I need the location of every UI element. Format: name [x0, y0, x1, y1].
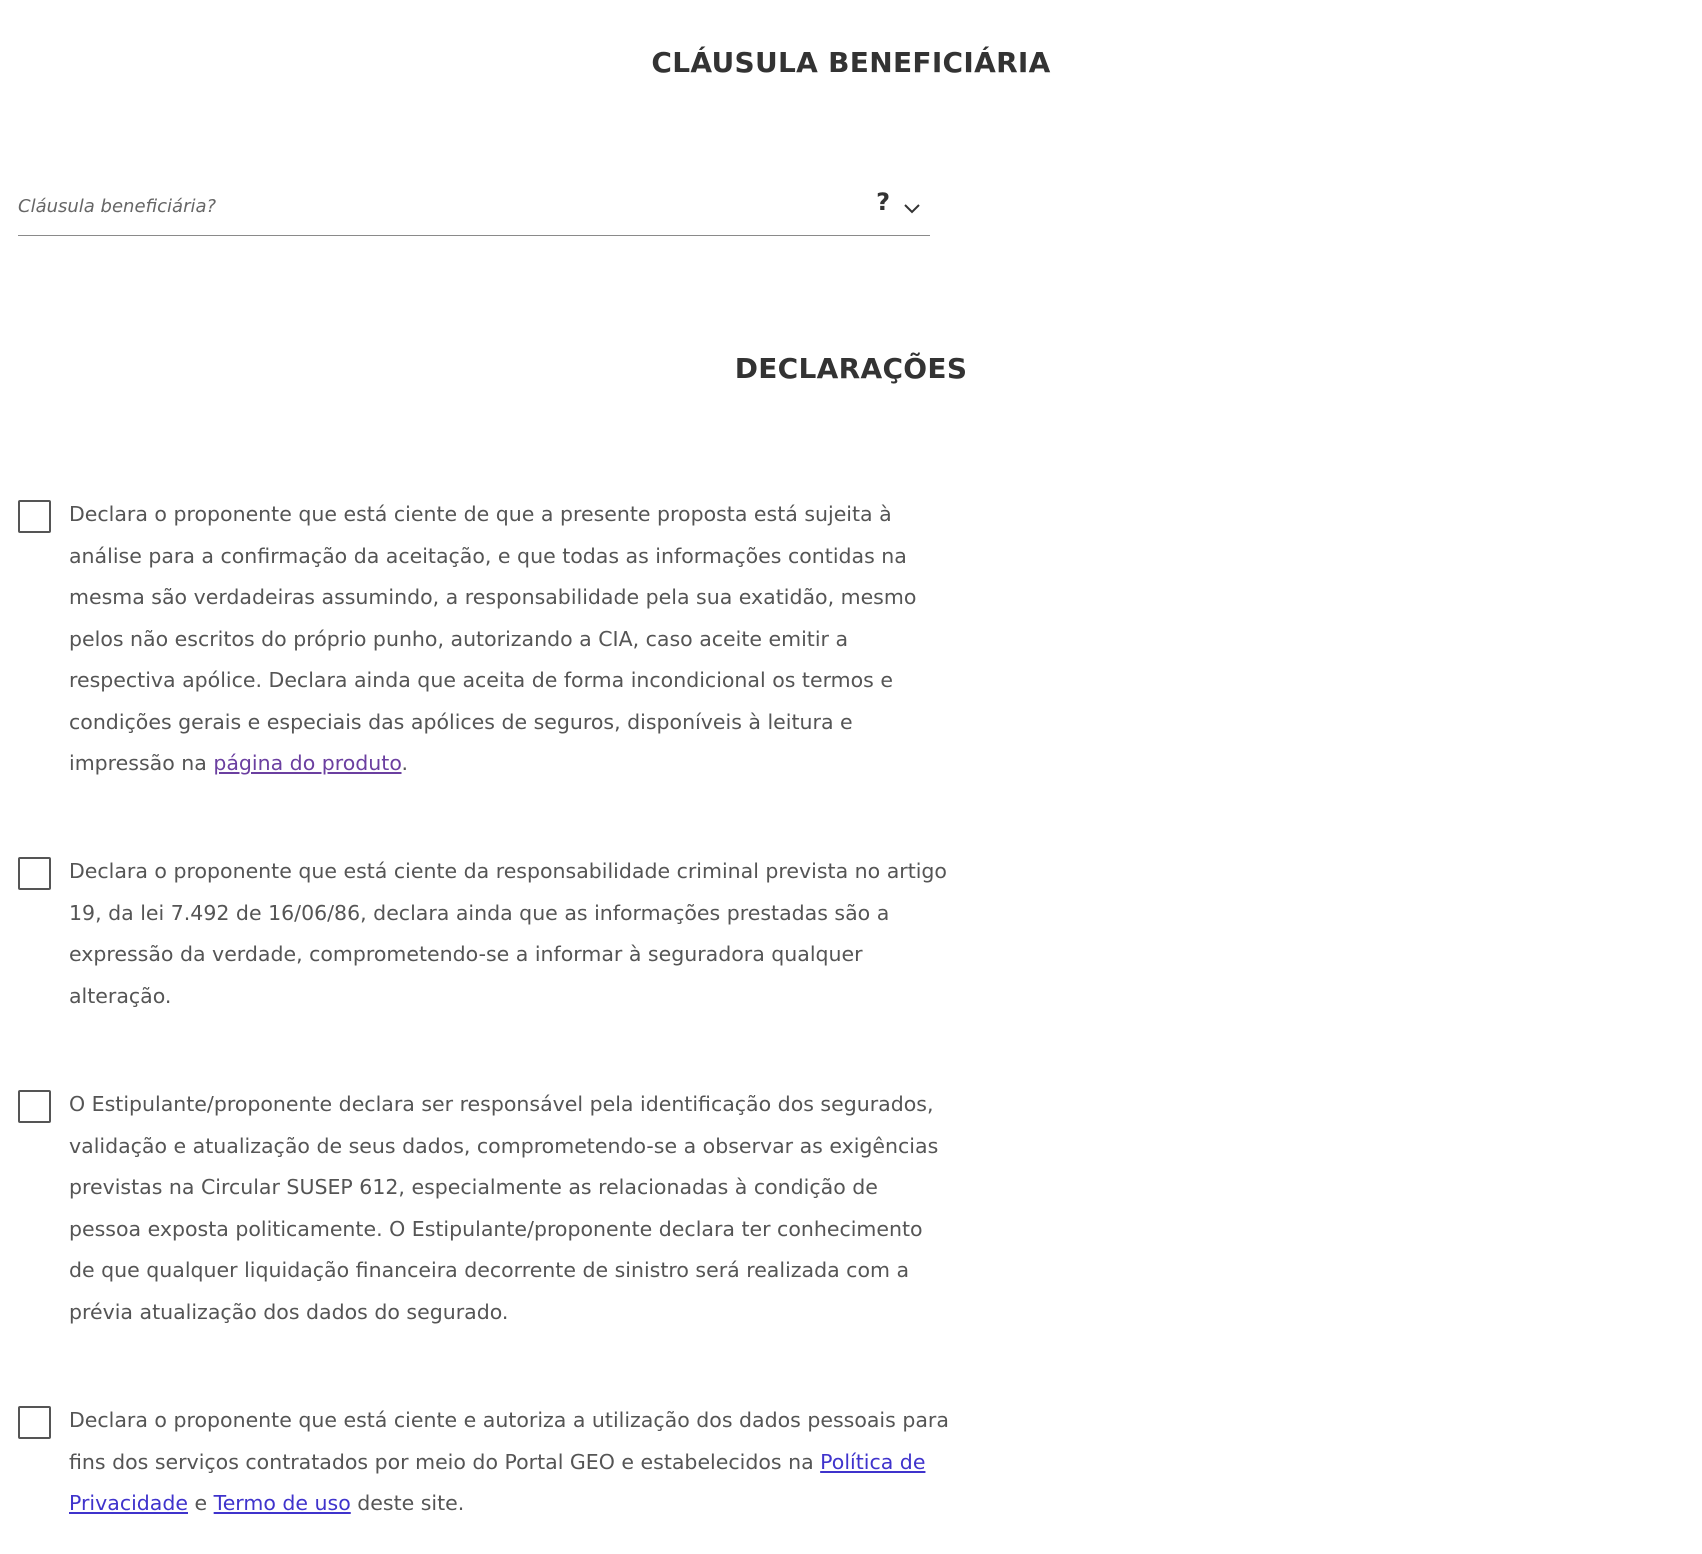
declaration-checkbox-1[interactable] [18, 500, 51, 533]
declaration-text-1 [69, 494, 949, 785]
declaration-text-4-end: deste site. [350, 1491, 465, 1515]
chevron-down-icon[interactable] [902, 198, 922, 218]
declaration-text-4-body: Declara o proponente que está ciente e autoriza a utilização dos dados pessoais para fins dos serviços contratados por meio do Portal GEO e estabelecidos na [69, 1408, 949, 1474]
declarations-title: DECLARAÇÕES [734, 352, 968, 385]
privacy-policy-link[interactable]: Política de Privacidade [69, 1449, 926, 1515]
declaration-text-4-middle: e [188, 1491, 214, 1515]
declaration-text-3: O Estipulante/proponente declara ser responsável pela identificação dos segurados, validação e atualização de seus dados, comprometendo-se a observar as exigências previstas na Circular SUSEP 612, especialmente as relacionadas à condição de pessoa exposta politicamente. O Estipulante/proponente declara ter conhecimento de que qualquer liquidação financeira decorrente de sinistro será realizada com a prévia atualização dos dados do segurado. [69, 1092, 939, 1324]
beneficiary-clause-placeholder: Cláusula beneficiária? [18, 196, 217, 217]
declaration-text-4 [69, 1400, 949, 1525]
product-page-link[interactable]: página do produto [213, 751, 402, 775]
declaration-checkbox-2[interactable] [18, 857, 51, 890]
declaration-text-2: Declara o proponente que está ciente da responsabilidade criminal prevista no artigo 19, da lei 7.492 de 16/06/86, declara ainda que as informações prestadas são a expressão da verdade, comprometendo-se a informar à seguradora qualquer alteração. [69, 859, 947, 1008]
help-question-icon[interactable]: ? [876, 188, 890, 216]
declaration-checkbox-4[interactable] [18, 1406, 51, 1439]
beneficiary-clause-title: CLÁUSULA BENEFICIÁRIA [651, 46, 1051, 79]
beneficiary-clause-select[interactable] [18, 188, 930, 236]
declaration-text-1-end: . [401, 751, 409, 775]
declaration-checkbox-3[interactable] [18, 1090, 51, 1123]
declaration-text-1-body: Declara o proponente que está ciente de que a presente proposta está sujeita à análise para a confirmação da aceitação, e que todas as informações contidas na mesma são verdadeiras assumindo, a responsabilidade pela sua exatidão, mesmo pelos não escritos do próprio punho, autorizando a CIA, caso aceite emitir a respectiva apólice. Declara ainda que aceita de forma incondicional os termos e condições gerais e especiais das apólices de seguros, disponíveis à leitura e impressão na [69, 502, 917, 775]
terms-of-use-link[interactable]: Termo de uso [213, 1491, 351, 1515]
